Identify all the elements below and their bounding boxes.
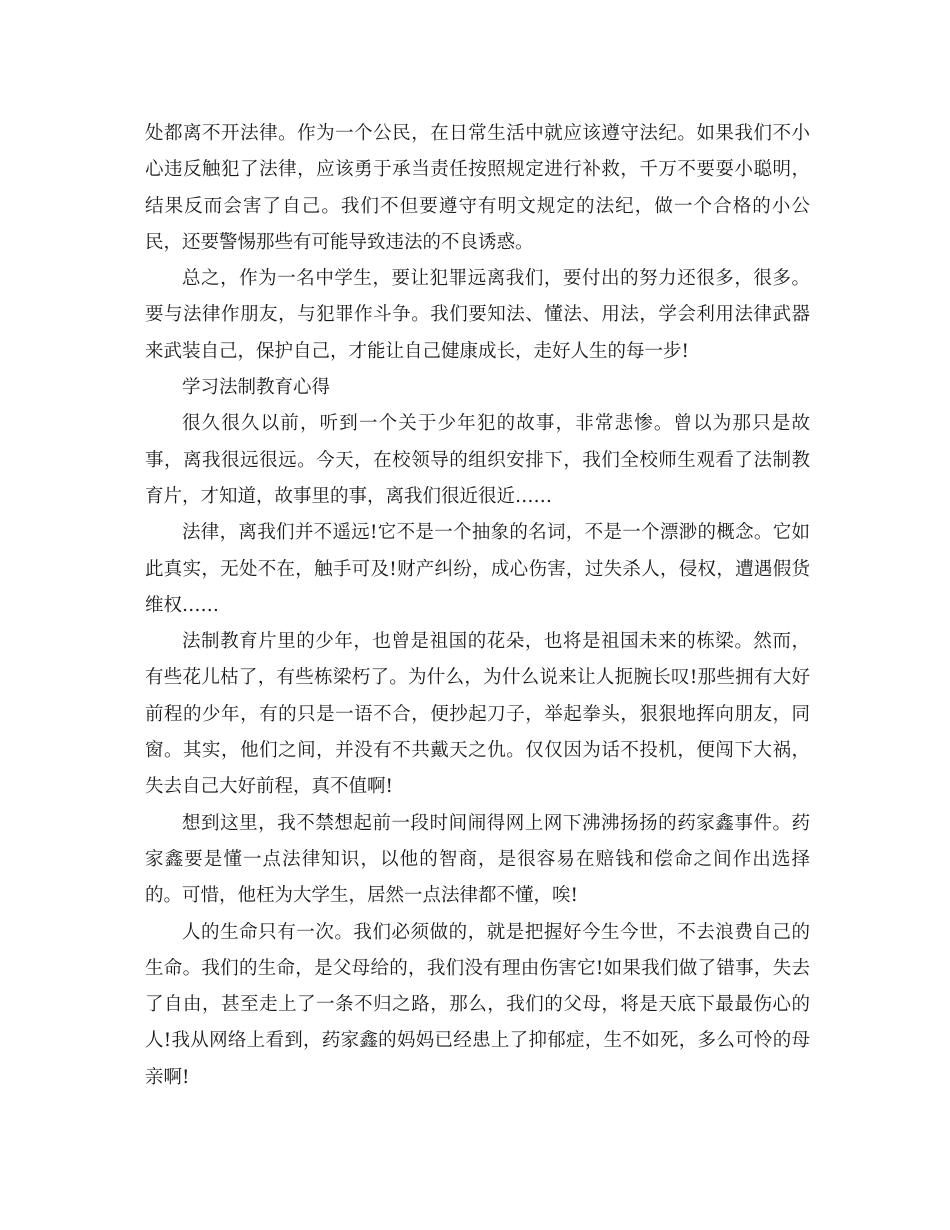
text-line: 生命。我们的生命，是父母给的，我们没有理由伤害它!如果我们做了错事，失去 bbox=[145, 957, 810, 979]
text-line: 人!我从网络上看到，药家鑫的妈妈已经患上了抑郁症，生不如死，多么可怜的母 bbox=[145, 1030, 811, 1052]
text-line: 总之，作为一名中学生，要让犯罪远离我们，要付出的努力还很多，很多。 bbox=[182, 268, 810, 290]
paragraph-youth bbox=[145, 624, 810, 805]
text-line: 民，还要警惕那些有可能导致违法的不良诱惑。 bbox=[145, 231, 534, 253]
text-line: 此真实，无处不在，触手可及!财产纠纷，成心伤害，过失杀人，侵权，遭遇假货 bbox=[145, 558, 811, 580]
text-line: 有些花儿枯了，有些栋梁朽了。为什么，为什么说来让人扼腕长叹!那些拥有大好 bbox=[145, 667, 810, 689]
paragraph-conclusion bbox=[145, 261, 810, 370]
text-line: 心违反触犯了法律，应该勇于承当责任按照规定进行补救，千万不要耍小聪明， bbox=[145, 159, 810, 181]
text-line: 家鑫要是懂一点法律知识，以他的智商，是很容易在赔钱和偿命之间作出选择 bbox=[145, 848, 810, 870]
text-line: 人的生命只有一次。我们必须做的，就是把握好今生今世，不去浪费自己的 bbox=[182, 921, 810, 943]
text-line: 维权…… bbox=[145, 594, 220, 616]
document-body bbox=[145, 116, 810, 1096]
paragraph-law-near bbox=[145, 515, 810, 624]
text-line: 法律，离我们并不遥远!它不是一个抽象的名词，不是一个漂渺的概念。它如 bbox=[182, 522, 810, 544]
text-line: 事，离我很远很远。今天，在校领导的组织安排下，我们全校师生观看了法制教 bbox=[145, 449, 810, 471]
paragraph-story bbox=[145, 406, 810, 515]
text-line: 很久很久以前，听到一个关于少年犯的故事，非常悲惨。曾以为那只是故 bbox=[182, 413, 810, 435]
text-line: 结果反而会害了自己。我们不但要遵守有明文规定的法纪，做一个合格的小公 bbox=[145, 195, 810, 217]
text-line: 法制教育片里的少年，也曾是祖国的花朵，也将是祖国未来的栋梁。然而， bbox=[182, 631, 810, 653]
paragraph-obey-law bbox=[145, 116, 810, 261]
text-line: 来武装自己，保护自己，才能让自己健康成长，走好人生的每一步! bbox=[145, 340, 689, 362]
text-line: 育片，才知道，故事里的事，离我们很近很近…… bbox=[145, 485, 553, 507]
text-line: 失去自己大好前程，真不值啊! bbox=[145, 776, 393, 798]
text-line: 了自由，甚至走上了一条不归之路，那么，我们的父母，将是天底下最最伤心的 bbox=[145, 994, 810, 1016]
paragraph-yao bbox=[145, 806, 810, 915]
text-line: 处都离不开法律。作为一个公民，在日常生活中就应该遵守法纪。如果我们不小 bbox=[145, 123, 810, 144]
section-title-text: 学习法制教育心得 bbox=[182, 377, 331, 399]
text-line: 想到这里，我不禁想起前一段时间闹得网上网下沸沸扬扬的药家鑫事件。药 bbox=[182, 812, 810, 834]
text-line: 的。可惜，他枉为大学生，居然一点法律都不懂，唉! bbox=[145, 885, 578, 907]
section-title bbox=[145, 370, 810, 406]
text-line: 亲啊! bbox=[145, 1066, 190, 1088]
text-line: 要与法律作朋友，与犯罪作斗争。我们要知法、懂法、用法，学会利用法律武器 bbox=[145, 304, 810, 326]
paragraph-life bbox=[145, 915, 810, 1096]
text-line: 窗。其实，他们之间，并没有不共戴天之仇。仅仅因为话不投机，便闯下大祸， bbox=[145, 740, 810, 762]
text-line: 前程的少年，有的只是一语不合，便抄起刀子，举起拳头，狠狠地挥向朋友，同 bbox=[145, 703, 810, 725]
